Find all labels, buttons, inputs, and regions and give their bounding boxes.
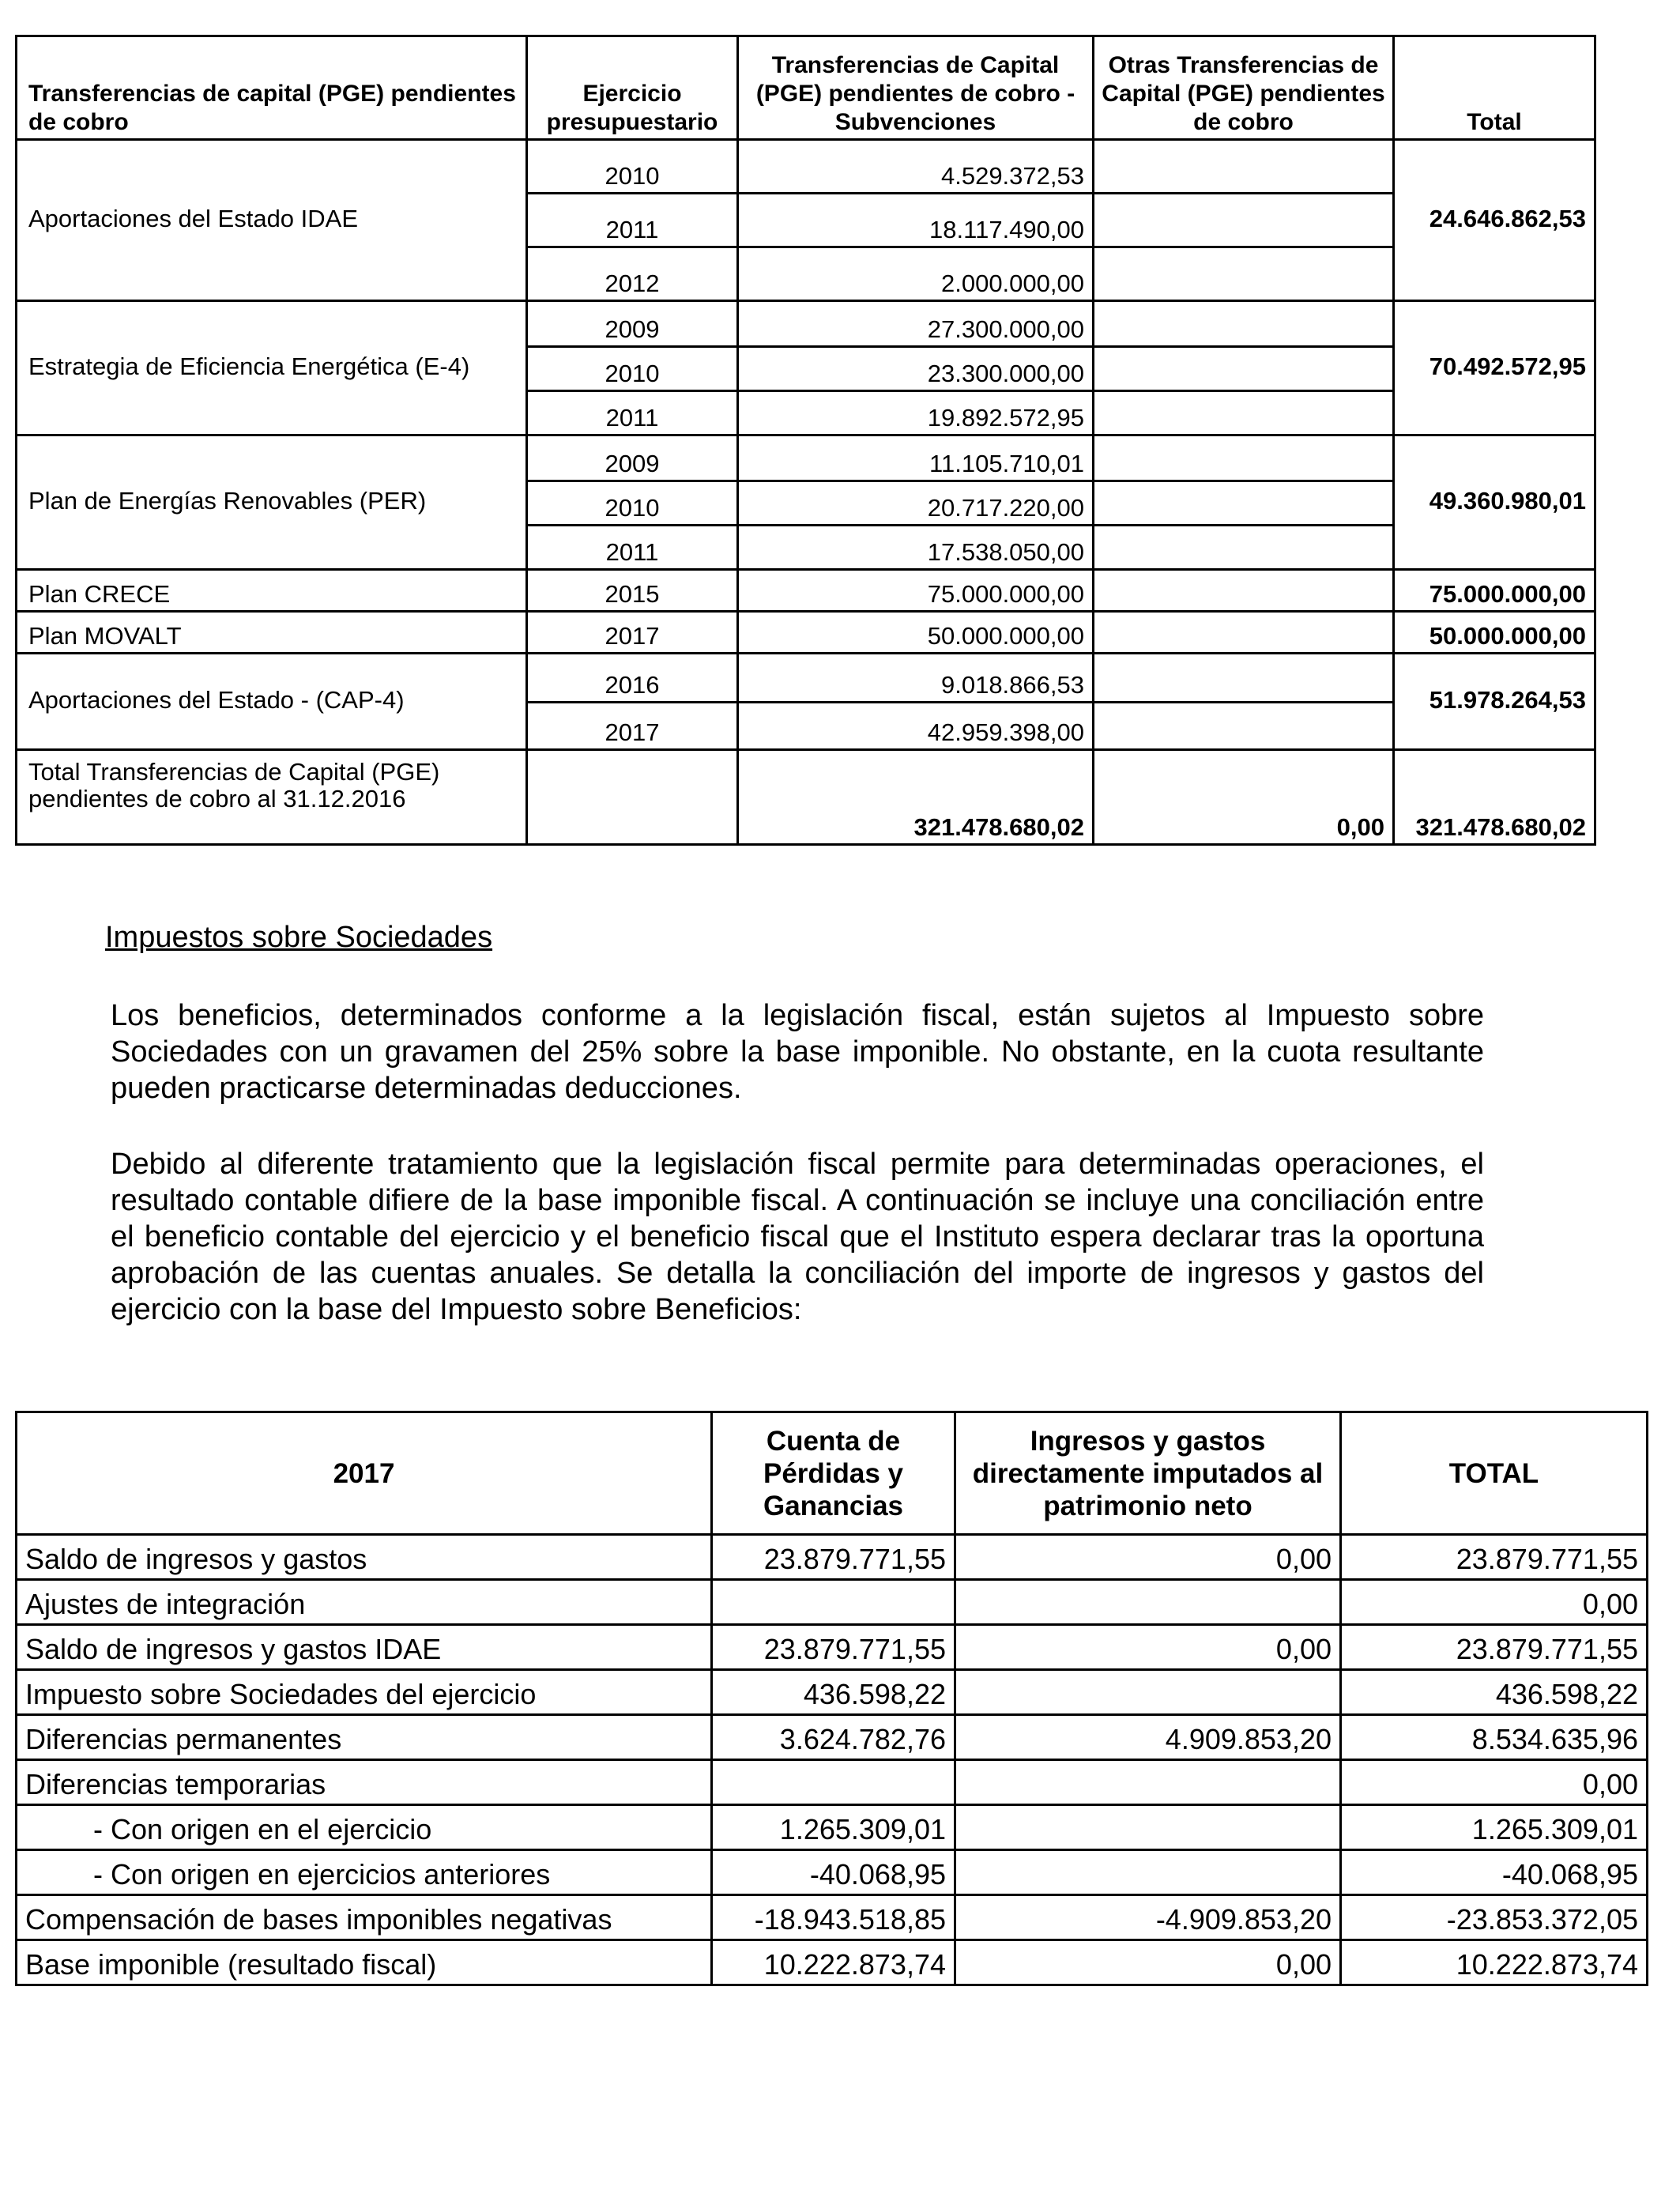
equity-cell [955,1670,1341,1715]
paragraph: Los beneficios, determinados conforme a la legislación fiscal, están sujetos al Impuesto sobre Sociedades con un gravamen del 25% sobre la base imponible. No obstante, en la cuota resultante pueden practicarse determinadas deducciones. [111,999,1484,1105]
year-cell: 2017 [527,612,738,654]
other-cell [1094,570,1394,612]
table-row [17,301,1595,347]
amount-cell: 19.892.572,95 [738,391,1094,435]
total-cell: 0,00 [1341,1580,1648,1625]
year-cell: 2017 [527,703,738,750]
table-row [17,1895,1648,1940]
header-subsidies: Transferencias de Capital (PGE) pendientes de cobro - Subvenciones [738,36,1094,140]
paragraph: Debido al diferente tratamiento que la legislación fiscal permite para determinadas operaciones, el resultado contable difiere de la base imponible fiscal. A continuación se incluye una conciliación entre el beneficio contable del ejercicio y el beneficio fiscal que el Instituto espera declarar tras la oportuna aprobación de las cuentas anuales. Se detalla la conciliación del importe de ingresos y gastos del ejercicio con la base del Impuesto sobre Beneficios: [111,1148,1484,1326]
group-total: 75.000.000,00 [1394,570,1595,612]
amount-cell: 42.959.398,00 [738,703,1094,750]
other-cell [1094,435,1394,481]
table-row [17,1580,1648,1625]
table-row [17,1940,1648,1985]
pl-cell: 3.624.782,76 [712,1715,955,1760]
group-total: 51.978.264,53 [1394,654,1595,750]
total-cell: 23.879.771,55 [1341,1535,1648,1580]
pl-cell: 23.879.771,55 [712,1535,955,1580]
amount-cell: 9.018.866,53 [738,654,1094,703]
pl-cell: 1.265.309,01 [712,1805,955,1850]
table-row [17,1760,1648,1805]
row-label: Base imponible (resultado fiscal) [17,1940,712,1985]
other-cell [1094,481,1394,526]
year-cell: 2011 [527,526,738,570]
other-cell [1094,194,1394,247]
table-row [17,435,1595,481]
group-label: Aportaciones del Estado - (CAP-4) [17,654,527,750]
header-total: Total [1394,36,1595,140]
tax-reconciliation-table [15,1411,1648,1986]
other-cell [1094,612,1394,654]
row-label: - Con origen en el ejercicio [17,1805,712,1850]
other-cell [1094,654,1394,703]
year-cell: 2012 [527,247,738,301]
pl-cell: 10.222.873,74 [712,1940,955,1985]
capital-transfers-table [15,35,1596,846]
header-other: Otras Transferencias de Capital (PGE) pendientes de cobro [1094,36,1394,140]
amount-cell: 27.300.000,00 [738,301,1094,347]
year-cell: 2009 [527,301,738,347]
table-row [17,1850,1648,1895]
equity-cell [955,1760,1341,1805]
equity-cell: 0,00 [955,1940,1341,1985]
table-row [17,654,1595,703]
equity-cell: 0,00 [955,1535,1341,1580]
total-cell: 10.222.873,74 [1341,1940,1648,1985]
total-cell: 8.534.635,96 [1341,1715,1648,1760]
total-subsidies: 321.478.680,02 [738,750,1094,845]
equity-cell: 0,00 [955,1625,1341,1670]
table-row [17,1715,1648,1760]
group-total: 50.000.000,00 [1394,612,1595,654]
amount-cell: 50.000.000,00 [738,612,1094,654]
table-header-row [17,36,1595,140]
row-label: Diferencias temporarias [17,1760,712,1805]
amount-cell: 4.529.372,53 [738,140,1094,194]
table-row [17,1535,1648,1580]
total-cell: -40.068,95 [1341,1850,1648,1895]
total-label: Total Transferencias de Capital (PGE) pendientes de cobro al 31.12.2016 [17,750,527,845]
total-other: 0,00 [1094,750,1394,845]
table-row [17,1805,1648,1850]
equity-cell: 4.909.853,20 [955,1715,1341,1760]
row-label: - Con origen en ejercicios anteriores [17,1850,712,1895]
table-row [17,612,1595,654]
header-total: TOTAL [1341,1412,1648,1535]
total-cell: 0,00 [1341,1760,1648,1805]
amount-cell: 17.538.050,00 [738,526,1094,570]
header-pl: Cuenta de Pérdidas y Ganancias [712,1412,955,1535]
grand-total: 321.478.680,02 [1394,750,1595,845]
amount-cell: 23.300.000,00 [738,347,1094,391]
year-cell: 2011 [527,391,738,435]
year-cell: 2010 [527,481,738,526]
table-row [17,570,1595,612]
year-cell: 2011 [527,194,738,247]
year-cell: 2010 [527,140,738,194]
group-label: Plan MOVALT [17,612,527,654]
row-label: Diferencias permanentes [17,1715,712,1760]
group-label: Aportaciones del Estado IDAE [17,140,527,301]
amount-cell: 2.000.000,00 [738,247,1094,301]
equity-cell [955,1580,1341,1625]
other-cell [1094,703,1394,750]
year-cell: 2009 [527,435,738,481]
year-cell: 2015 [527,570,738,612]
total-cell: 436.598,22 [1341,1670,1648,1715]
other-cell [1094,347,1394,391]
amount-cell: 18.117.490,00 [738,194,1094,247]
other-cell [1094,247,1394,301]
group-total: 24.646.862,53 [1394,140,1595,301]
group-total: 49.360.980,01 [1394,435,1595,570]
year-cell: 2010 [527,347,738,391]
row-label: Saldo de ingresos y gastos IDAE [17,1625,712,1670]
other-cell [1094,301,1394,347]
total-cell: -23.853.372,05 [1341,1895,1648,1940]
pl-cell [712,1580,955,1625]
header-year: 2017 [17,1412,712,1535]
pl-cell: -18.943.518,85 [712,1895,955,1940]
pl-cell: -40.068,95 [712,1850,955,1895]
group-label: Estrategia de Eficiencia Energética (E-4) [17,301,527,435]
year-cell: 2016 [527,654,738,703]
equity-cell [955,1850,1341,1895]
group-label: Plan de Energías Renovables (PER) [17,435,527,570]
table-row [17,1670,1648,1715]
table-header-row [17,1412,1648,1535]
equity-cell: -4.909.853,20 [955,1895,1341,1940]
table-row [17,140,1595,194]
amount-cell: 11.105.710,01 [738,435,1094,481]
header-equity: Ingresos y gastos directamente imputados al patrimonio neto [955,1412,1341,1535]
year-cell [527,750,738,845]
group-label: Plan CRECE [17,570,527,612]
other-cell [1094,140,1394,194]
pl-cell: 436.598,22 [712,1670,955,1715]
row-label: Ajustes de integración [17,1580,712,1625]
total-cell: 1.265.309,01 [1341,1805,1648,1850]
other-cell [1094,391,1394,435]
group-total: 70.492.572,95 [1394,301,1595,435]
pl-cell [712,1760,955,1805]
row-label: Impuesto sobre Sociedades del ejercicio [17,1670,712,1715]
row-label: Compensación de bases imponibles negativas [17,1895,712,1940]
header-concept: Transferencias de capital (PGE) pendientes de cobro [17,36,527,140]
pl-cell: 23.879.771,55 [712,1625,955,1670]
other-cell [1094,526,1394,570]
equity-cell [955,1805,1341,1850]
row-label: Saldo de ingresos y gastos [17,1535,712,1580]
amount-cell: 75.000.000,00 [738,570,1094,612]
section-heading: Impuestos sobre Sociedades [105,921,493,954]
table-total-row [17,750,1595,845]
total-cell: 23.879.771,55 [1341,1625,1648,1670]
header-year: Ejercicio presupuestario [527,36,738,140]
amount-cell: 20.717.220,00 [738,481,1094,526]
table-row [17,1625,1648,1670]
